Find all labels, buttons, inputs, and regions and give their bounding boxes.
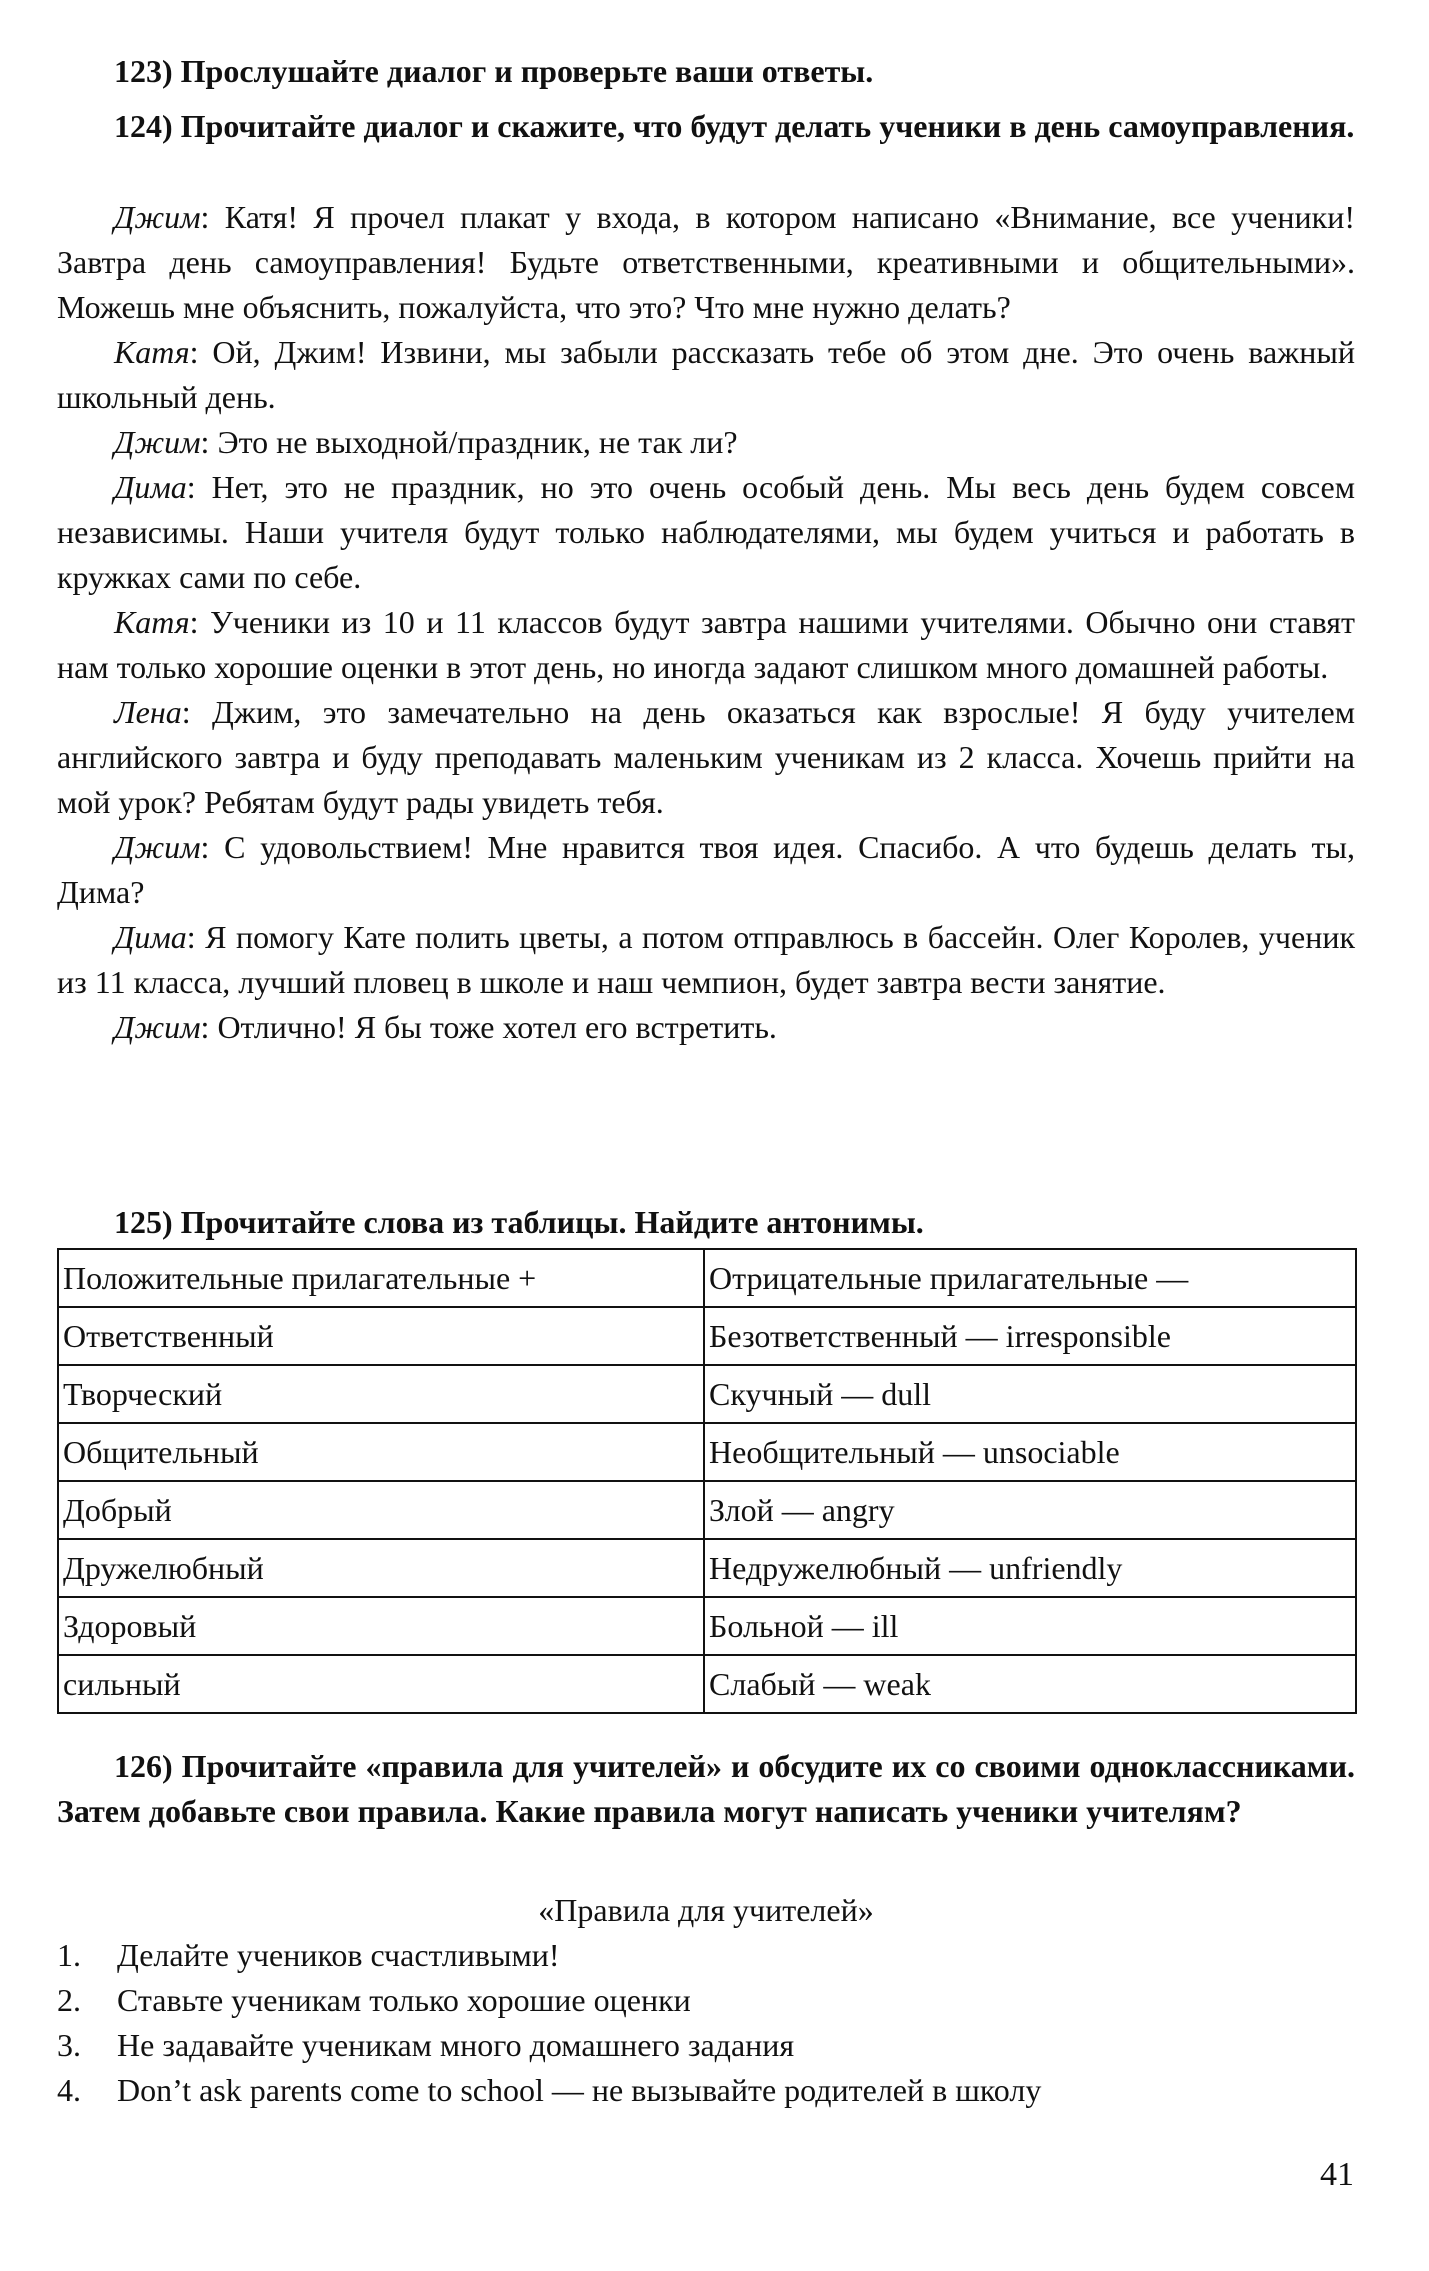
header-positive: Положительные прилагательные + (58, 1249, 704, 1307)
dialogue-line (57, 465, 1355, 600)
negative-adjective-cell: Недружелюбный — unfriendly (704, 1539, 1356, 1597)
dialogue-text: : Ой, Джим! Извини, мы забыли рассказать тебе об этом дне. Это очень важный школьный день. (57, 334, 1355, 415)
header-negative: Отрицательные прилагательные — (704, 1249, 1356, 1307)
table-row (58, 1423, 1356, 1481)
speaker-name: Джим (114, 424, 201, 460)
positive-adjective-cell: Общительный (58, 1423, 704, 1481)
positive-adjective-cell: Дружелюбный (58, 1539, 704, 1597)
table-header-row (58, 1249, 1356, 1307)
rule-text: Не задавайте ученикам много домашнего задания (117, 2027, 795, 2063)
table-row (58, 1481, 1356, 1539)
table-row (58, 1365, 1356, 1423)
rule-text: Ставьте ученикам только хорошие оценки (117, 1982, 691, 2018)
negative-adjective-cell: Злой — angry (704, 1481, 1356, 1539)
rule-item (57, 1978, 1355, 2023)
speaker-name: Дима (114, 919, 187, 955)
negative-adjective-cell: Необщительный — unsociable (704, 1423, 1356, 1481)
exercise-123-heading: 123) Прослушайте диалог и проверьте ваши ответы. (114, 53, 874, 89)
speaker-name: Катя (114, 604, 190, 640)
rule-item (57, 2068, 1355, 2113)
dialogue-text: : Катя! Я прочел плакат у входа, в котором написано «Внимание, все ученики! Завтра день самоуправления! Будьте ответственными, креативными и общительными». Можешь мне объяснить, пожалуйста, что это? Что мне нужно делать? (57, 199, 1355, 325)
dialogue-line (57, 690, 1355, 825)
rules-list (57, 1933, 1355, 2113)
positive-adjective-cell: Добрый (58, 1481, 704, 1539)
negative-adjective-cell: Слабый — weak (704, 1655, 1356, 1713)
rule-number: 1. (57, 1937, 81, 1973)
table-row (58, 1655, 1356, 1713)
speaker-name: Джим (114, 1009, 201, 1045)
table-row (58, 1307, 1356, 1365)
rule-number: 4. (57, 2072, 81, 2108)
table-row (58, 1597, 1356, 1655)
positive-adjective-cell: Творческий (58, 1365, 704, 1423)
speaker-name: Дима (114, 469, 187, 505)
dialogue (57, 195, 1355, 1050)
table-row (58, 1539, 1356, 1597)
negative-adjective-cell: Безответственный — irresponsible (704, 1307, 1356, 1365)
rule-number: 2. (57, 1982, 81, 2018)
exercise-126-heading: 126) Прочитайте «правила для учителей» и обсудите их со своими одноклассниками. Затем добавьте свои правила. Какие правила могут написать ученики учителям? (57, 1748, 1355, 1829)
dialogue-line (57, 1005, 1355, 1050)
positive-adjective-cell: Ответственный (58, 1307, 704, 1365)
exercise-124-heading: 124) Прочитайте диалог и скажите, что будут делать ученики в день самоуправления. (114, 108, 1355, 144)
dialogue-line (57, 915, 1355, 1005)
rule-number: 3. (57, 2027, 81, 2063)
rule-item (57, 1933, 1355, 1978)
dialogue-text: : Ученики из 10 и 11 классов будут завтра нашими учителями. Обычно они ставят нам только хорошие оценки в этот день, но иногда задают слишком много домашней работы. (57, 604, 1355, 685)
positive-adjective-cell: Здоровый (58, 1597, 704, 1655)
dialogue-line (57, 330, 1355, 420)
speaker-name: Джим (114, 829, 201, 865)
dialogue-line (57, 420, 1355, 465)
speaker-name: Джим (114, 199, 201, 235)
speaker-name: Лена (114, 694, 182, 730)
dialogue-text: : Джим, это замечательно на день оказаться как взрослые! Я буду учителем английского завтра и буду преподавать маленьким ученикам из 2 класса. Хочешь прийти на мой урок? Ребятам будут рады увидеть тебя. (57, 694, 1355, 820)
dialogue-text: : Отлично! Я бы тоже хотел его встретить. (200, 1009, 777, 1045)
dialogue-text: : Я помогу Кате полить цветы, а потом отправлюсь в бассейн. Олег Королев, ученик из 11 класса, лучший пловец в школе и наш чемпион, будет завтра вести занятие. (57, 919, 1355, 1000)
dialogue-text: : Нет, это не праздник, но это очень особый день. Мы весь день будем совсем независимы. Наши учителя будут только наблюдателями, мы будем учиться и работать в кружках сами по себе. (57, 469, 1355, 595)
rule-item (57, 2023, 1355, 2068)
rule-text: Делайте учеников счастливыми! (117, 1937, 560, 1973)
antonyms-table (57, 1248, 1357, 1714)
rules-title: «Правила для учителей» (538, 1892, 874, 1928)
dialogue-line (57, 825, 1355, 915)
exercise-125-heading: 125) Прочитайте слова из таблицы. Найдите антонимы. (114, 1204, 924, 1240)
dialogue-line (57, 600, 1355, 690)
negative-adjective-cell: Скучный — dull (704, 1365, 1356, 1423)
dialogue-text: : Это не выходной/праздник, не так ли? (200, 424, 738, 460)
dialogue-line (57, 195, 1355, 330)
rule-text: Don’t ask parents come to school — не вызывайте родителей в школу (117, 2072, 1042, 2108)
positive-adjective-cell: сильный (58, 1655, 704, 1713)
dialogue-text: : С удовольствием! Мне нравится твоя идея. Спасибо. А что будешь делать ты, Дима? (57, 829, 1355, 910)
negative-adjective-cell: Больной — ill (704, 1597, 1356, 1655)
page-number: 41 (1320, 2156, 1354, 2193)
speaker-name: Катя (114, 334, 190, 370)
